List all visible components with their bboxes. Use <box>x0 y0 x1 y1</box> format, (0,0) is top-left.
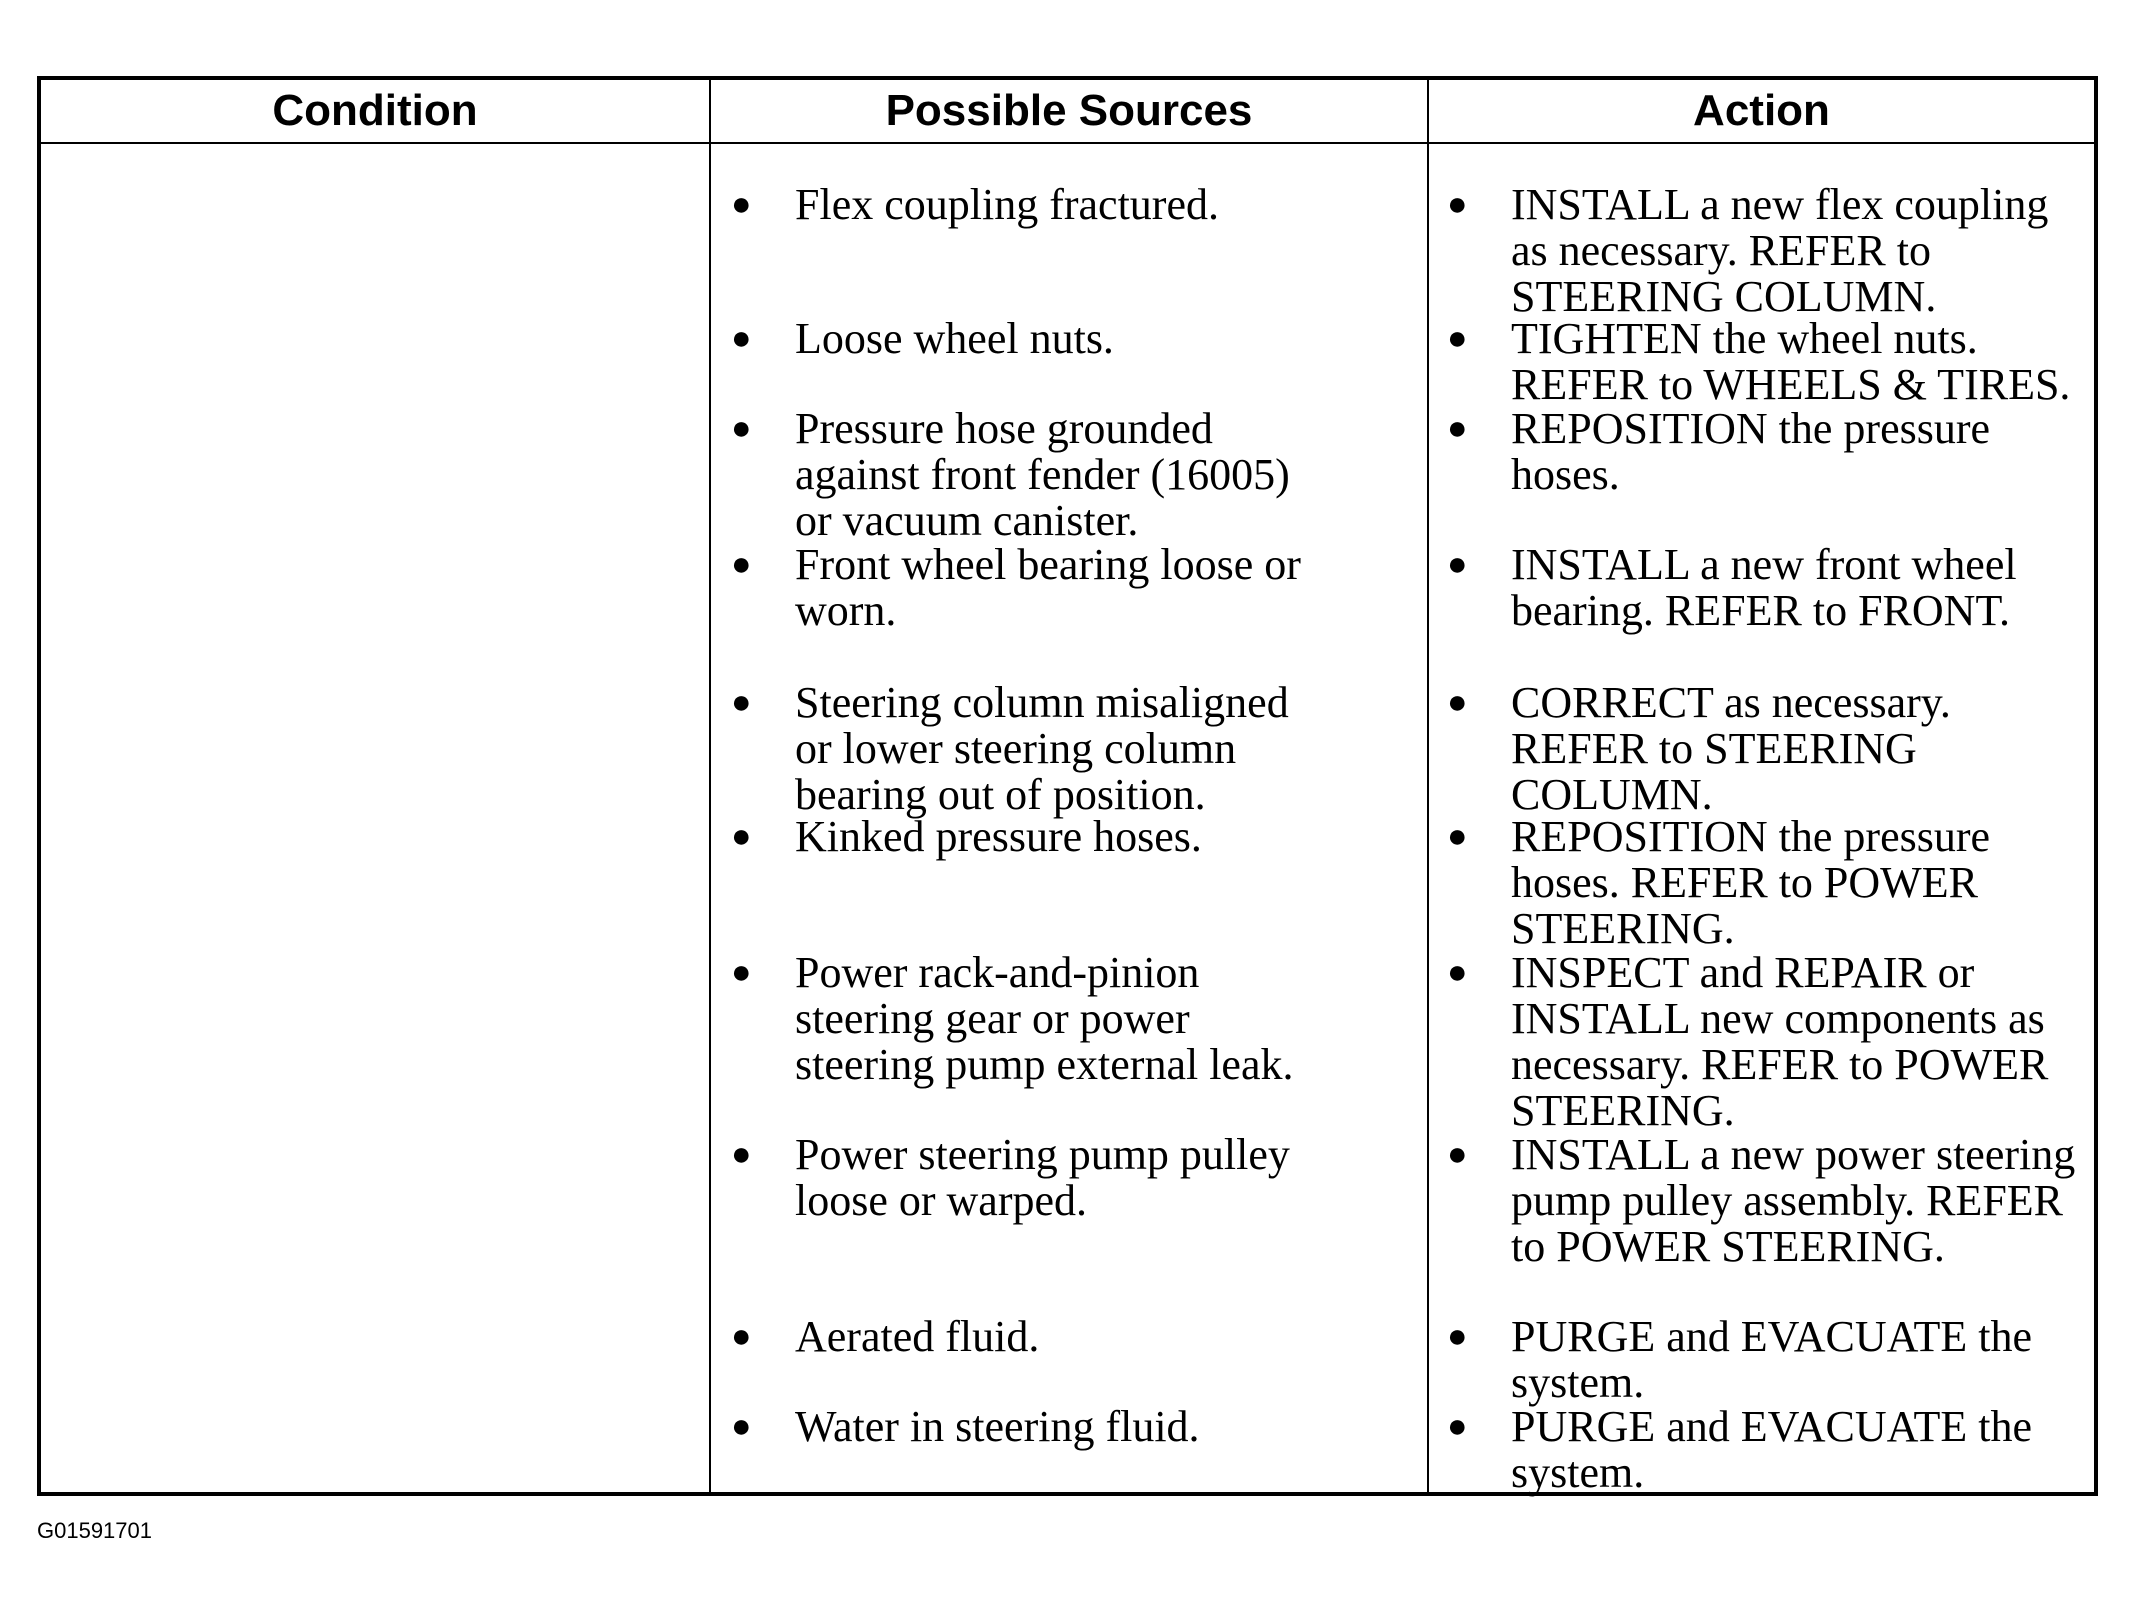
source-line: Aerated fluid. <box>795 1312 1040 1361</box>
action-text <box>1511 1132 2075 1270</box>
source-line: Flex coupling fractured. <box>795 180 1219 229</box>
action-line: system. <box>1511 1448 1645 1497</box>
action-bullet: ● <box>1447 1318 1468 1355</box>
action-text <box>1511 680 1951 818</box>
possible-source-text <box>795 1314 1039 1360</box>
action-line: STEERING COLUMN. <box>1511 272 1937 321</box>
header-possible-sources: Possible Sources <box>885 86 1253 135</box>
possible-source-text <box>795 680 1289 818</box>
source-bullet: ● <box>731 954 752 991</box>
action-line: REPOSITION the pressure <box>1511 404 1991 453</box>
action-text <box>1511 316 2070 408</box>
action-line: hoses. REFER to POWER <box>1511 858 1978 907</box>
action-bullet: ● <box>1447 684 1468 721</box>
source-line: Front wheel bearing loose or <box>795 540 1301 589</box>
possible-source-text <box>795 316 1114 362</box>
action-bullet: ● <box>1447 1136 1468 1173</box>
source-bullet: ● <box>731 186 752 223</box>
source-line: loose or warped. <box>795 1176 1088 1225</box>
possible-source-text <box>795 406 1290 544</box>
source-line: Steering column misaligned <box>795 678 1289 727</box>
action-line: system. <box>1511 1358 1645 1407</box>
action-line: REPOSITION the pressure <box>1511 812 1991 861</box>
source-bullet: ● <box>731 410 752 447</box>
possible-source-text <box>795 182 1219 228</box>
action-line: necessary. REFER to POWER <box>1511 1040 2049 1089</box>
source-bullet: ● <box>731 684 752 721</box>
action-line: STEERING. <box>1511 904 1735 953</box>
troubleshooting-table <box>37 76 2098 1496</box>
source-line: steering pump external leak. <box>795 1040 1294 1089</box>
action-text <box>1511 406 1990 498</box>
action-text <box>1511 814 1990 952</box>
source-bullet: ● <box>731 1318 752 1355</box>
possible-source-text <box>795 542 1301 634</box>
action-line: hoses. <box>1511 450 1620 499</box>
figure-code: G01591701 <box>37 1518 152 1543</box>
action-line: INSTALL a new front wheel <box>1511 540 2017 589</box>
possible-source-text <box>795 950 1293 1088</box>
action-line: COLUMN. <box>1511 770 1713 819</box>
source-bullet: ● <box>731 818 752 855</box>
source-bullet: ● <box>731 320 752 357</box>
header-divider <box>41 142 2094 144</box>
action-text <box>1511 182 2048 320</box>
header-condition: Condition <box>272 86 478 135</box>
action-bullet: ● <box>1447 410 1468 447</box>
action-line: as necessary. REFER to <box>1511 226 1931 275</box>
source-bullet: ● <box>731 546 752 583</box>
action-text <box>1511 542 2017 634</box>
column-divider-1 <box>709 80 711 1492</box>
action-bullet: ● <box>1447 818 1468 855</box>
source-line: against front fender (16005) <box>795 450 1290 499</box>
action-line: INSTALL a new power steering <box>1511 1130 2076 1179</box>
source-line: Loose wheel nuts. <box>795 314 1114 363</box>
source-line: Water in steering fluid. <box>795 1402 1200 1451</box>
possible-source-text <box>795 1132 1290 1224</box>
action-line: TIGHTEN the wheel nuts. <box>1511 314 1978 363</box>
header-action: Action <box>1693 86 1830 135</box>
source-line: or vacuum canister. <box>795 496 1139 545</box>
action-line: PURGE and EVACUATE the <box>1511 1312 2033 1361</box>
action-text <box>1511 1404 2032 1496</box>
column-divider-2 <box>1427 80 1429 1492</box>
action-line: STEERING. <box>1511 1086 1735 1135</box>
action-bullet: ● <box>1447 320 1468 357</box>
source-bullet: ● <box>731 1136 752 1173</box>
action-line: REFER to STEERING <box>1511 724 1917 773</box>
action-line: bearing. REFER to FRONT. <box>1511 586 2011 635</box>
action-text <box>1511 950 2048 1134</box>
action-bullet: ● <box>1447 1408 1468 1445</box>
action-line: INSTALL a new flex coupling <box>1511 180 2049 229</box>
action-bullet: ● <box>1447 186 1468 223</box>
source-bullet: ● <box>731 1408 752 1445</box>
source-line: or lower steering column <box>795 724 1237 773</box>
source-line: steering gear or power <box>795 994 1190 1043</box>
action-bullet: ● <box>1447 546 1468 583</box>
action-line: CORRECT as necessary. <box>1511 678 1951 727</box>
action-line: to POWER STEERING. <box>1511 1222 1945 1271</box>
source-line: Kinked pressure hoses. <box>795 812 1202 861</box>
possible-source-text <box>795 1404 1200 1450</box>
action-line: pump pulley assembly. REFER <box>1511 1176 2064 1225</box>
source-line: Power rack-and-pinion <box>795 948 1200 997</box>
source-line: worn. <box>795 586 897 635</box>
source-line: bearing out of position. <box>795 770 1206 819</box>
possible-source-text <box>795 814 1202 860</box>
action-line: REFER to WHEELS & TIRES. <box>1511 360 2071 409</box>
action-line: INSPECT and REPAIR or <box>1511 948 1975 997</box>
source-line: Power steering pump pulley <box>795 1130 1290 1179</box>
action-bullet: ● <box>1447 954 1468 991</box>
action-line: INSTALL new components as <box>1511 994 2045 1043</box>
source-line: Pressure hose grounded <box>795 404 1213 453</box>
action-text <box>1511 1314 2032 1406</box>
action-line: PURGE and EVACUATE the <box>1511 1402 2033 1451</box>
